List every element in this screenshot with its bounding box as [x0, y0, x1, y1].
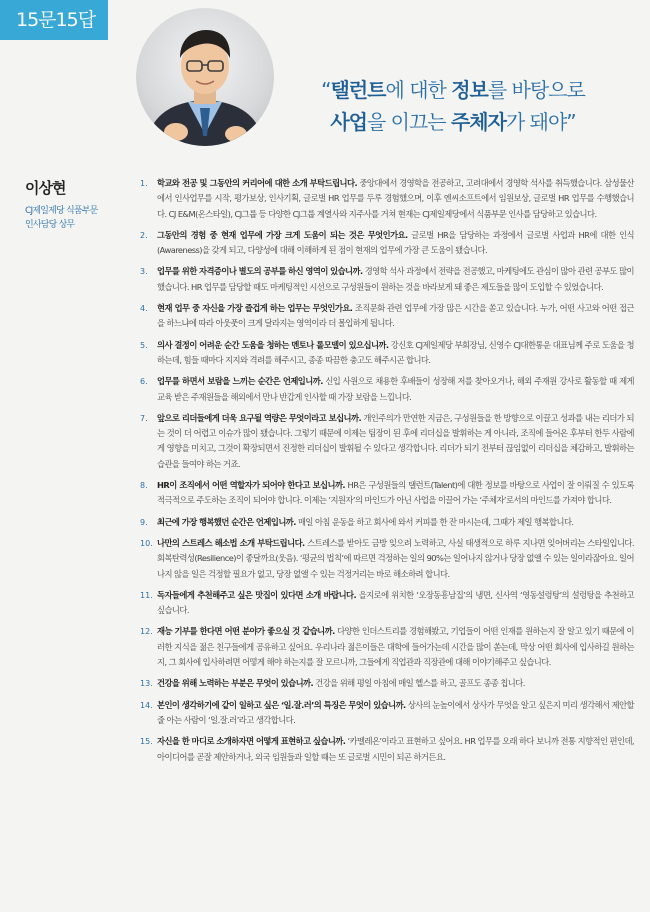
interviewee-department: CJ제일제당 식품부문 — [25, 206, 98, 216]
qa-text — [157, 411, 634, 472]
qa-number: 7. — [140, 413, 148, 423]
quote-text-2: 를 바탕으로 — [487, 78, 585, 102]
qa-answer: ‘카멜레온’이라고 표현하고 싶어요. HR 업무를 오래 하다 보니까 전통 지향적인 편인데, 아이디어를 곧잘 제안하거나, 외국 임원들과 일할 때는 또 글로벌 시민이 되곤 하거든요. — [157, 736, 635, 762]
quote-keyword-subject: 주체자 — [450, 110, 506, 134]
qa-item-7 — [140, 411, 634, 472]
qa-text — [157, 338, 634, 369]
qa-text — [157, 478, 634, 509]
qa-list — [140, 176, 634, 771]
qa-text — [157, 698, 634, 729]
interviewee-title: 인사담당 상무 — [25, 220, 75, 230]
qa-number: 11. — [140, 590, 153, 600]
qa-question: 그동안의 경험 중 현재 업무에 가장 크게 도움이 되는 것은 무엇인가요. — [157, 229, 408, 240]
qa-answer: 중앙대에서 경영학을 전공하고, 고려대에서 경영학 석사를 취득했습니다. 삼성물산에서 인사업무를 시작, 평가보상, 인사기획, 글로벌 HR 업무를 두루 경험했으며, 이후 엔씨소프트에서 임원보상, 글로벌 HR 업무를 수행했습니다. CJ E&M(온스타일), CJ그룹 등 다양한 CJ그룹 계열사와 지주사를 거쳐 현재는 CJ제일제당에서 식품부문 인사를 담당하고 있습니다. — [157, 178, 634, 219]
qa-answer: 을지로에 위치한 ‘오장동흥남집’의 냉면, 신사역 ‘영동설렁탕’의 설렁탕을 추천하고 싶습니다. — [157, 589, 634, 616]
quote-keyword-business: 사업 — [330, 110, 367, 134]
qa-question: 업무를 하면서 보람을 느끼는 순간은 언제입니까. — [157, 376, 323, 387]
qa-question: HR이 조직에서 어떤 역할자가 되어야 한다고 보십니까. — [157, 480, 346, 491]
qa-question: 현재 업무 중 자신을 가장 즐겁게 하는 업무는 무엇인가요. — [157, 303, 353, 314]
qa-text — [157, 374, 634, 405]
quote-close-mark: ” — [566, 110, 576, 134]
qa-text — [157, 588, 634, 619]
qa-number: 1. — [140, 179, 148, 188]
qa-question: 본인이 생각하기에 같이 일하고 싶은 ‘일.잘.러’의 특징은 무엇이 있습니까. — [157, 699, 406, 710]
qa-item-15 — [140, 734, 634, 765]
qa-number: 3. — [140, 267, 148, 277]
qa-text — [157, 536, 634, 582]
qa-item-11 — [140, 588, 634, 619]
qa-item-2 — [140, 228, 634, 259]
qa-item-10 — [140, 536, 634, 582]
qa-answer: 건강을 위해 평일 아침에 매일 헬스를 하고, 골프도 종종 칩니다. — [315, 678, 525, 689]
portrait-photo — [136, 8, 274, 146]
qa-item-4 — [140, 301, 634, 332]
qa-question: 앞으로 리더들에게 더욱 요구될 역량은 무엇이라고 보십니까. — [157, 412, 362, 423]
quote-open-mark: “ — [321, 78, 331, 102]
qa-item-12 — [140, 624, 634, 670]
qa-number: 8. — [140, 481, 148, 491]
qa-number: 15. — [140, 737, 153, 747]
qa-question: 건강을 위해 노력하는 부분은 무엇이 있습니까. — [157, 678, 314, 689]
qa-item-8 — [140, 478, 634, 509]
quote-text-1: 에 대한 — [385, 78, 452, 102]
quote-keyword-talent: 탤런트 — [330, 78, 386, 102]
qa-question: 최근에 가장 행복했던 순간은 언제입니까. — [157, 516, 296, 527]
qa-answer: 경영학 석사 과정에서 전략을 전공했고, 마케팅에도 관심이 많아 관련 공부도 많이 했습니다. HR 업무를 담당할 때도 마케팅적인 시선으로 구성원들이 원하는 것을 바라보게 돼 좋은 제도들을 많이 도입할 수 있었습니다. — [157, 266, 635, 292]
quote-keyword-info: 정보 — [451, 78, 488, 102]
qa-question: 재능 기부를 한다면 어떤 분야가 좋으실 것 같습니까. — [157, 626, 335, 637]
pull-quote-line-1 — [288, 74, 618, 106]
qa-answer: 글로벌 HR을 담당하는 과정에서 글로벌 사업과 HR에 대한 인식(Awareness)을 갖게 되고, 다양성에 대해 이해하게 된 점이 현재의 업무에 가장 큰 도움이 됐습니다. — [157, 229, 634, 256]
qa-answer: 조직문화 관련 업무에 가장 많은 시간을 쏟고 있습니다. 누가, 어떤 사고와 어떤 접근을 하느냐에 따라 아웃풋이 크게 달라지는 영역이라 더 몰입하게 됩니다. — [157, 303, 634, 329]
qa-number: 12. — [140, 627, 153, 637]
qa-item-3 — [140, 264, 634, 295]
pull-quote — [288, 74, 618, 138]
qa-item-13 — [140, 676, 634, 691]
qa-answer: 매일 아침 운동을 하고 회사에 와서 커피를 한 잔 마시는데, 그때가 제일 행복합니다. — [297, 516, 574, 527]
qa-text — [157, 734, 634, 765]
qa-number: 13. — [140, 679, 153, 689]
qa-question: 학교와 전공 및 그동안의 커리어에 대한 소개 부탁드립니다. — [157, 178, 358, 188]
qa-question: 독자들에게 추천해주고 싶은 맛집이 있다면 소개 바랍니다. — [157, 589, 357, 600]
portrait-illustration — [136, 8, 274, 146]
qa-answer: 개인주의가 만연한 지금은, 구성원들을 한 방향으로 이끌고 성과를 내는 리더가 되는 것이 더 어렵고 이슈가 많이 됐습니다. 그렇기 때문에 이제는 팀장이 된 후에 리더십을 발휘하는 게 아니라, 조직에 들어온 후부터 한두 사람에게 영향을 미치고, 그것이 확장되면서 진정한 리더십이 발휘될 수 있다고 생각합니다. 리더가 되기 전부터 끊임없이 리더십을 체감하고, 발휘하는 습관을 들여야 하는 거죠. — [157, 412, 634, 469]
qa-text — [157, 264, 634, 295]
qa-number: 4. — [140, 304, 148, 314]
qa-item-5 — [140, 338, 634, 369]
qa-text — [157, 176, 634, 222]
quote-text-3: 을 이끄는 — [366, 110, 451, 134]
qa-item-1 — [140, 176, 634, 222]
interviewee-profile — [25, 177, 135, 232]
qa-number: 5. — [140, 340, 148, 350]
qa-question: 의사 결정이 어려운 순간 도움을 청하는 멘토나 롤모델이 있으십니까. — [157, 339, 389, 350]
qa-question: 자신을 한 마디로 소개하자면 어떻게 표현하고 싶습니까. — [157, 736, 346, 747]
qa-number: 9. — [140, 517, 148, 527]
qa-text — [157, 624, 634, 670]
qa-answer: 강신호 CJ제일제당 부회장님, 신영수 CJ대한통운 대표님께 주로 도움을 청하는데, 힘들 때마다 지지와 격려를 해주시고, 종종 따끔한 충고도 해주시곤 합니다. — [157, 339, 634, 365]
section-badge: 15문15답 — [0, 0, 108, 40]
qa-item-14 — [140, 698, 634, 729]
qa-number: 6. — [140, 377, 148, 387]
qa-answer: 다양한 인더스트리를 경험해봤고, 기업들이 어떤 인재를 원하는지 잘 알고 있기 때문에 이러한 지식을 젊은 친구들에게 공유하고 싶어요. 우리나라 젊은이들은 대학에 들어가는데 시간을 많이 쏟는데, 막상 어떤 회사에 입사하길 원하는지, 그 회사에 입사하려면 어떻게 해야 하는지를 잘 모르니까, 그들에게 직업관과 직장관에 대해 이야기해주고 싶습니다. — [157, 626, 634, 668]
qa-item-9 — [140, 515, 634, 530]
qa-number: 14. — [140, 700, 153, 710]
qa-number: 2. — [140, 230, 148, 240]
qa-question: 나만의 스트레스 해소법 소개 부탁드립니다. — [157, 537, 305, 548]
interviewee-name: 이상현 — [25, 179, 66, 197]
qa-item-6 — [140, 374, 634, 405]
qa-text — [157, 228, 634, 259]
qa-question: 업무를 위한 자격증이나 별도의 공부를 하신 영역이 있습니까. — [157, 266, 363, 277]
qa-answer: 상사의 눈높이에서 상사가 무엇을 알고 싶은지 미리 생각해서 제안할 줄 아는 사람이 ‘일.잘.러’라고 생각합니다. — [157, 699, 635, 725]
pull-quote-line-2 — [288, 106, 618, 138]
qa-text — [157, 301, 634, 332]
quote-text-4: 가 돼야 — [505, 110, 567, 134]
qa-text — [157, 515, 634, 530]
qa-number: 10. — [140, 538, 153, 548]
qa-text — [157, 676, 634, 691]
qa-answer: 신입 사원으로 채용한 후배들이 성장해 저를 찾아오거나, 해외 주재원 강사로 활동할 때 제게 교육 받은 주재원들을 해외에서 만나 반갑게 인사할 때 가장 보람을 느낍니다. — [157, 376, 634, 402]
qa-answer: HR은 구성원들의 탤런트(Talent)에 대한 정보를 바탕으로 사업이 잘 이뤄질 수 있도록 적극적으로 주도하는 조직이 되어야 합니다. 이제는 ‘지원자’의 마인드가 아닌 사업을 이끌어 가는 ‘주체자’로서의 마인드를 가져야 합니다. — [157, 480, 635, 506]
qa-answer: 스트레스를 받아도 금방 잊으려 노력하고, 사실 태생적으로 하루 지나면 잊어버리는 스타일입니다. 회복탄력성(Resilience)이 좋달까요(웃음). ‘평균의 법칙’에 따르면 걱정하는 일의 90%는 일어나지 않거나 당장 없앨 수 있는 일이라잖아요. 일어나지 않을 일은 걱정할 필요가 없고, 당장 없앨 수 있는 걱정거리는 바로 해소하려 합니다. — [157, 537, 634, 579]
